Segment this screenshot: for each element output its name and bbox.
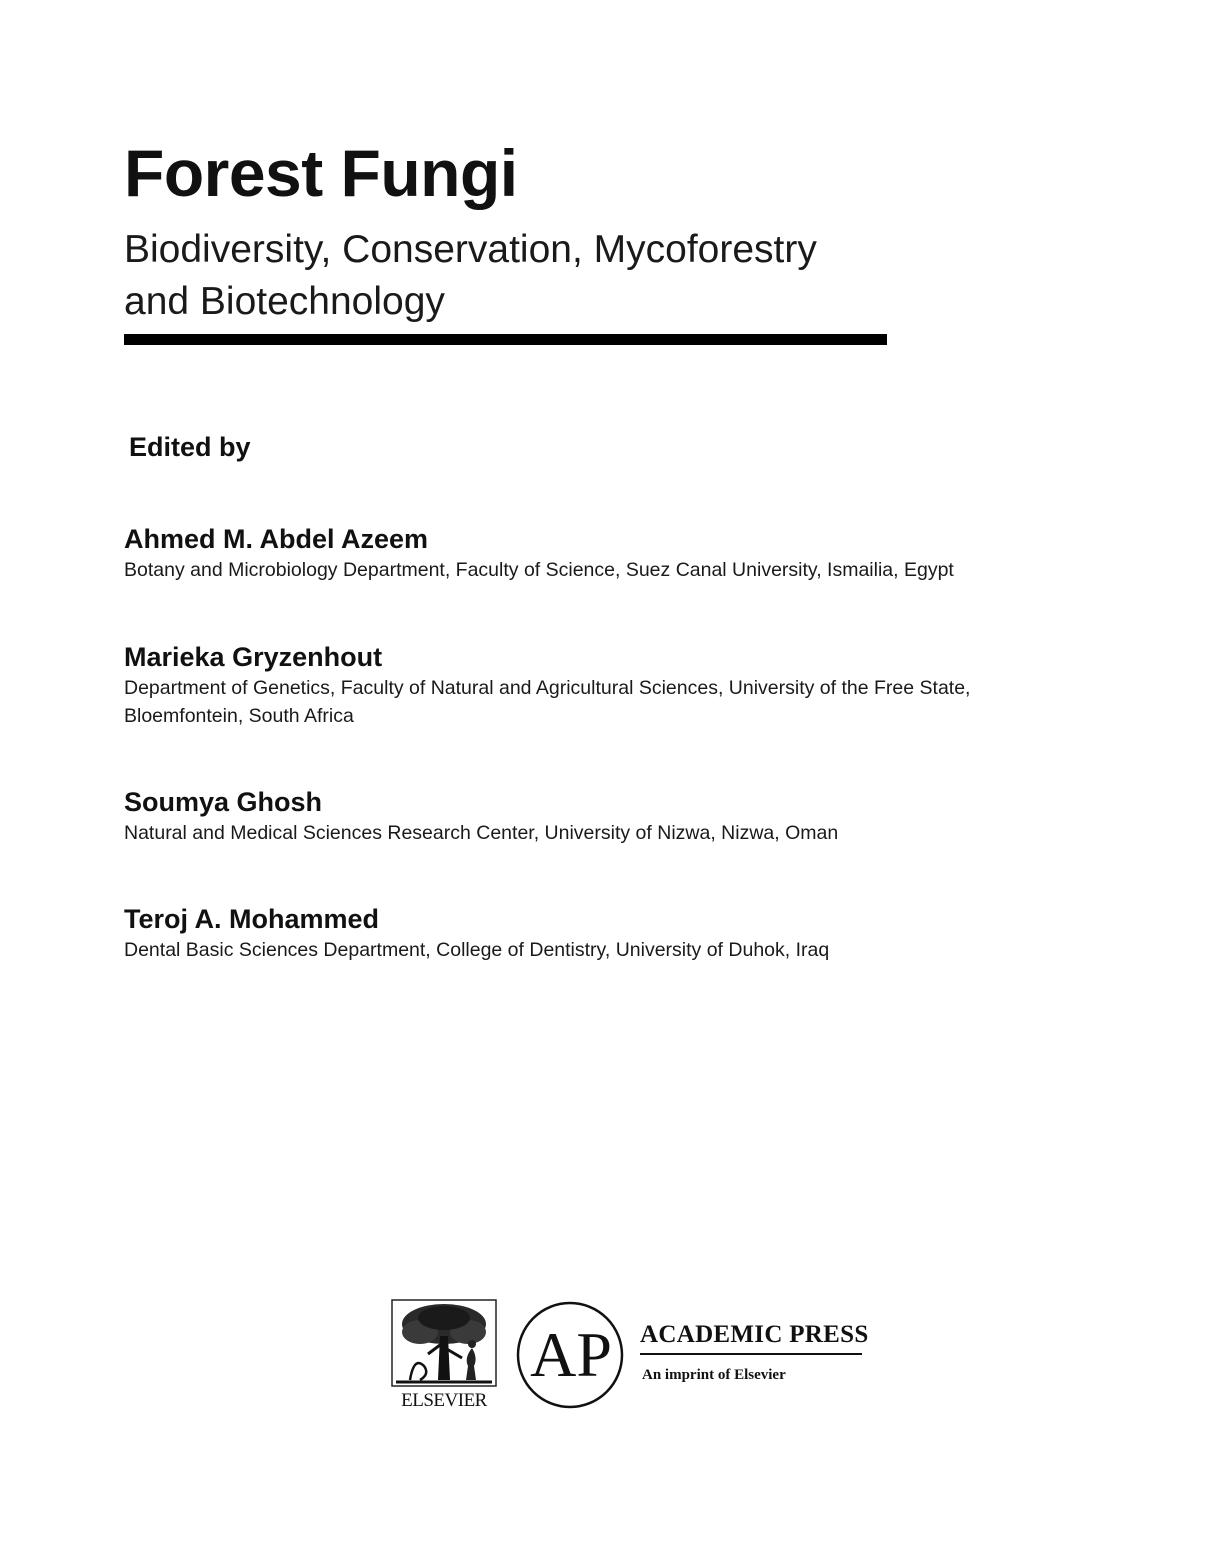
book-title: Forest Fungi [124, 136, 518, 210]
elsevier-wordmark: ELSEVIER [401, 1390, 487, 1411]
elsevier-logo [390, 1296, 498, 1414]
book-subtitle [124, 224, 924, 328]
academic-press-ap-icon [515, 1300, 625, 1410]
editor-name: Ahmed M. Abdel Azeem [124, 524, 429, 554]
editor-affiliation: Dental Basic Sciences Department, College of Dentistry, University of Duhok, Iraq [124, 939, 830, 961]
publisher-divider [640, 1353, 862, 1355]
subtitle-line-2: and Biotechnology [124, 280, 445, 323]
editor-affiliation: Botany and Microbiology Department, Faculty of Science, Suez Canal University, Ismailia, Egypt [124, 559, 954, 581]
publisher-logos [390, 1296, 870, 1418]
ap-monogram: AP [530, 1319, 612, 1390]
imprint-line: An imprint of Elsevier [642, 1367, 786, 1383]
editor-affiliation: Natural and Medical Sciences Research Center, University of Nizwa, Nizwa, Oman [124, 822, 839, 844]
editor-block [124, 522, 1084, 584]
elsevier-tree-icon [390, 1296, 498, 1390]
editor-name: Marieka Gryzenhout [124, 642, 383, 672]
academic-press-wordmark: ACADEMIC PRESS [640, 1321, 869, 1348]
title-rule [124, 334, 887, 345]
editor-name: Soumya Ghosh [124, 787, 323, 817]
editor-block [124, 902, 1084, 964]
editor-block [124, 785, 1084, 847]
editor-affiliation: Bloemfontein, South Africa [124, 705, 354, 727]
editor-name: Teroj A. Mohammed [124, 904, 380, 934]
editor-affiliation: Department of Genetics, Faculty of Natural and Agricultural Sciences, University of the Free State, [124, 677, 971, 699]
editor-block [124, 640, 1084, 730]
edited-by-label: Edited by [129, 432, 251, 462]
subtitle-line-1: Biodiversity, Conservation, Mycoforestry [124, 228, 817, 271]
